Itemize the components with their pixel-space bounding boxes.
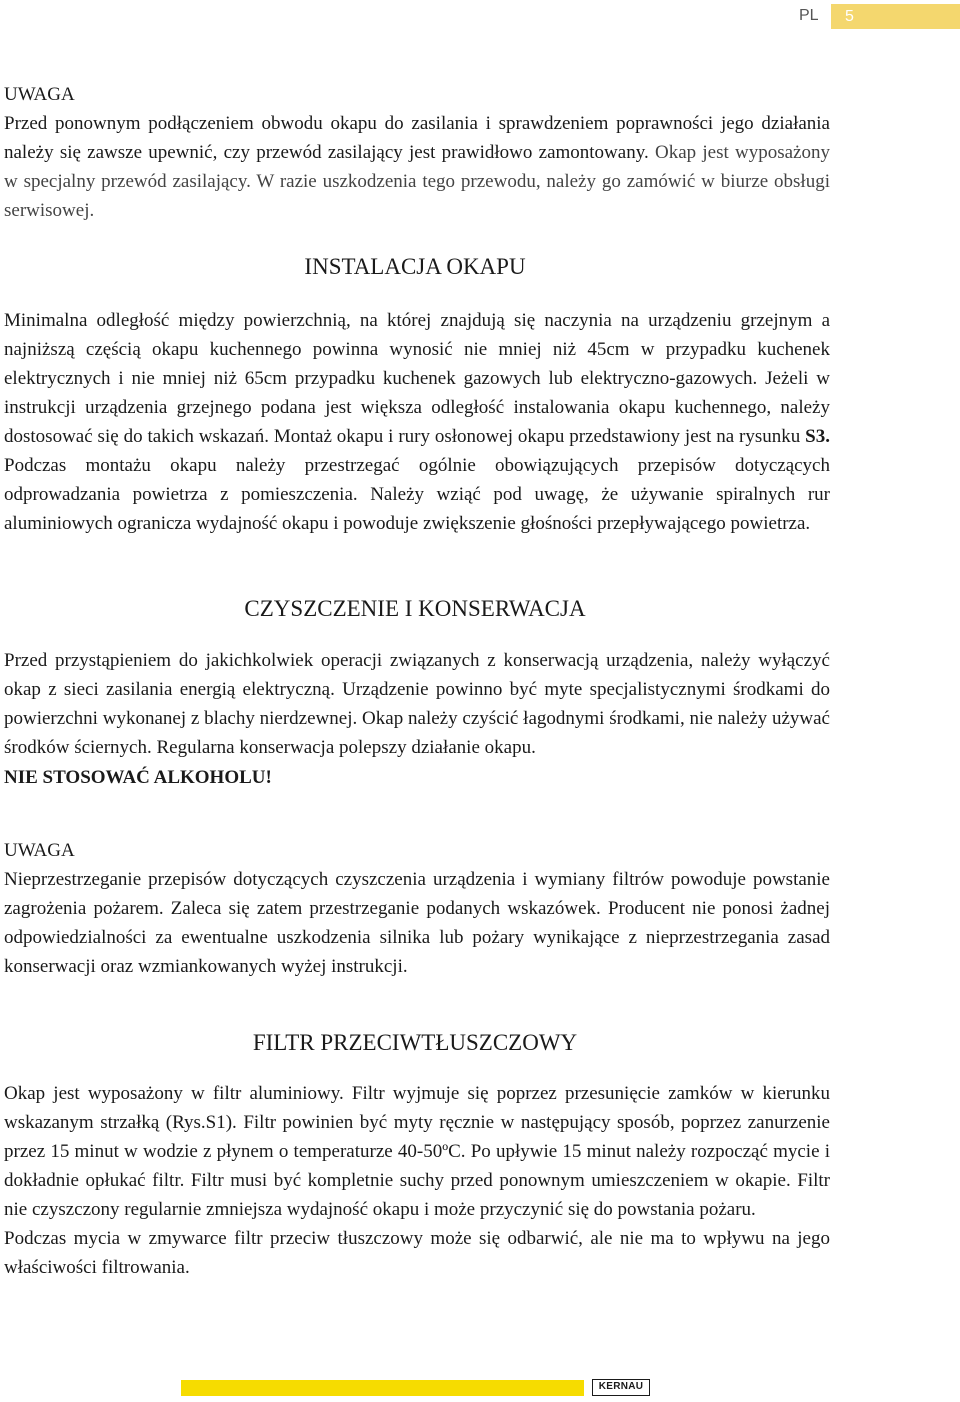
- warning-label: UWAGA: [4, 840, 75, 861]
- warning-text-main: Przed ponownym podłączeniem obwodu okapu do zasilania i sprawdzeniem poprawności jego działania należy się zawsze upewnić, czy przewód zasilający jest prawidłowo zamontowany.: [4, 113, 830, 163]
- warning-label: UWAGA: [4, 84, 75, 105]
- brand-logo: KERNAU: [592, 1379, 650, 1396]
- installation-text-part2: Podczas montażu okapu należy przestrzegać ogólnie obowiązujących przepisów dotyczących odprowadzania powietrza z pomieszczenia. Należy wziąć pod uwagę, że używanie spiralnych rur aluminiowych ogranicza wydajność okapu i powoduje zwiększenie głośności przepływającego powietrza.: [4, 455, 830, 534]
- installation-section: [4, 306, 830, 538]
- warning-section-2: [4, 836, 830, 981]
- warning-text: Nieprzestrzeganie przepisów dotyczących czyszczenia urządzenia i wymiany filtrów powoduje powstanie zagrożenia pożarem. Zaleca się zatem przestrzeganie podanych wskazówek. Producent nie ponosi żadnej odpowiedzialności za ewentualne uszkodzenia silnika lub pożary wynikające z nieprzestrzegania zasad konserwacji oraz wzmiankowanych wyżej instrukcji.: [4, 869, 830, 977]
- page-number: 5: [831, 4, 960, 29]
- language-code: PL: [799, 7, 819, 24]
- figure-reference: S3.: [805, 426, 830, 447]
- cleaning-heading: CZYSZCZENIE I KONSERWACJA: [244, 596, 586, 621]
- filter-text: Okap jest wyposażony w filtr aluminiowy. Filtr wyjmuje się poprzez przesunięcie zamków w kierunku wskazanym strzałką (Rys.S1). Filtr powinien być myty ręcznie w następujący sposób, poprzez zanurzenie przez 15 minut w wodzie z płynem o temperaturze 40-50ºC. Po upływie 15 minut należy rozpocząć mycie i dokładnie opłukać filtr. Filtr musi być kompletnie suchy przed ponownym umieszczeniem w okapie. Filtr nie czyszczony regularnie zmniejsza wydajność okapu i może przyczynić się do powstania pożaru.: [4, 1083, 830, 1220]
- footer-bar: [181, 1380, 584, 1396]
- filter-heading: FILTR PRZECIWTŁUSZCZOWY: [252, 1030, 578, 1055]
- warning-text: [4, 109, 830, 225]
- warning-text-cable: Okap jest wyposażony w specjalny przewód zasilający. W razie uszkodzenia tego przewodu, należy go zamówić w biurze obsługi serwisowej.: [4, 142, 830, 221]
- installation-heading: INSTALACJA OKAPU: [304, 254, 526, 279]
- alcohol-warning: NIE STOSOWAĆ ALKOHOLU!: [4, 767, 272, 788]
- dishwasher-text: Podczas mycia w zmywarce filtr przeciw tłuszczowy może się odbarwić, ale nie ma to wpływu na jego właściwości filtrowania.: [4, 1228, 830, 1278]
- installation-text: [4, 306, 830, 538]
- cleaning-section: [4, 646, 830, 792]
- filter-section: [4, 1079, 830, 1282]
- cleaning-text: Przed przystąpieniem do jakichkolwiek operacji związanych z konserwacją urządzenia, należy wyłączyć okap z sieci zasilania energią elektryczną. Urządzenie powinno być myte specjalistycznymi środkami do powierzchni wykonanej z blachy nierdzewnej. Okap należy czyścić łagodnymi środkami, nie należy używać środków ściernych. Regularna konserwacja polepszy działanie okapu.: [4, 650, 830, 758]
- installation-text-part1: Minimalna odległość między powierzchnią, na której znajdują się naczynia na urządzeniu grzejnym a najniższą częścią okapu kuchennego powinna wynosić nie mniej niż 45cm w przypadku kuchenek elektrycznych i nie mniej niż 65cm przypadku kuchenek gazowych lub elektryczno-gazowych. Jeżeli w instrukcji urządzenia grzejnego podana jest większa odległość instalowania okapu kuchennego, należy dostosować się do takich wskazań. Montaż okapu i rury osłonowej okapu przedstawiony jest na rysunku: [4, 310, 830, 447]
- warning-section-1: [4, 80, 830, 225]
